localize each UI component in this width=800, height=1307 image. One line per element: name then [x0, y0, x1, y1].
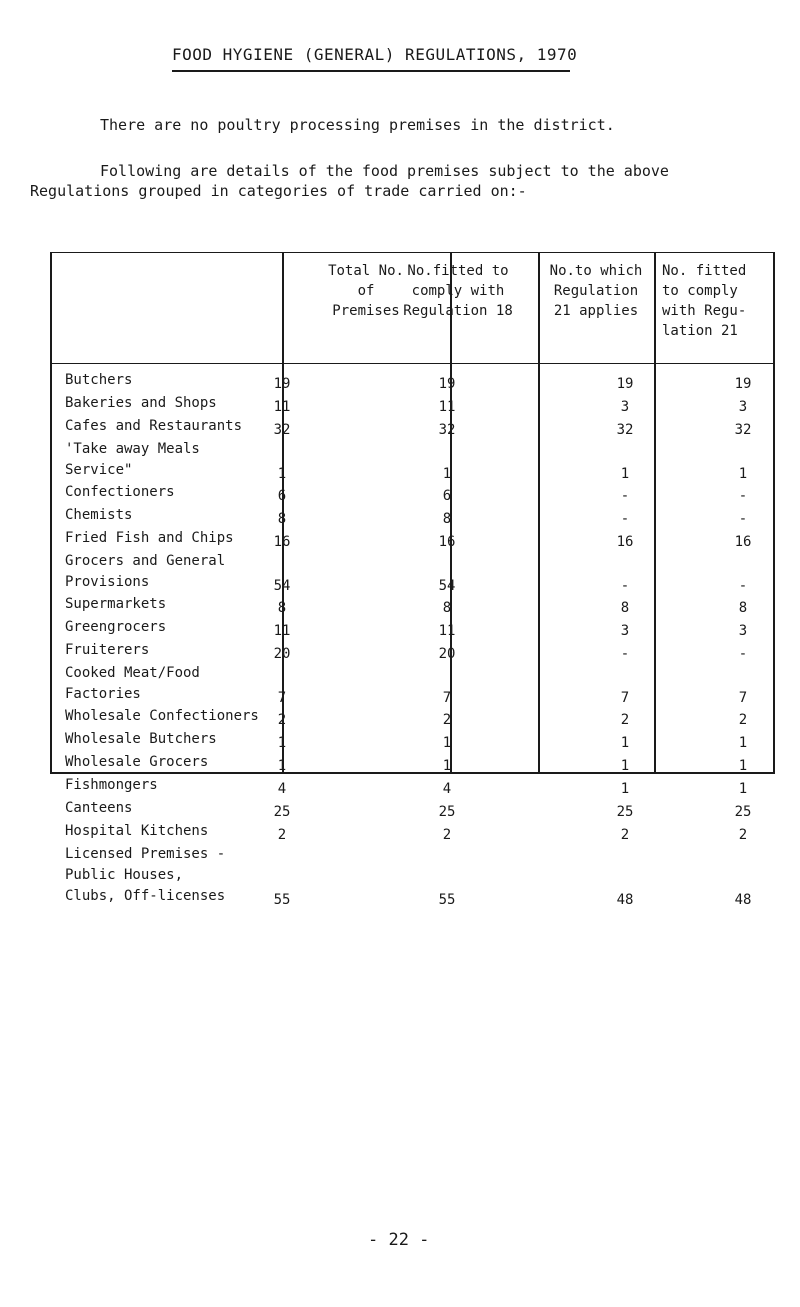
row-label: Grocers and General Provisions	[65, 553, 226, 590]
header-divider	[52, 363, 773, 364]
details-paragraph-line2: Regulations grouped in categories of trade carried on:-	[30, 182, 527, 200]
row-label: Hospital Kitchens	[65, 823, 209, 839]
row-value: 7	[620, 690, 630, 706]
row-value: 7	[738, 690, 748, 706]
row-value: 16	[616, 534, 634, 550]
row-value: 25	[438, 804, 456, 820]
row-label: Fruiterers	[65, 642, 150, 658]
row-value: 2	[620, 712, 630, 728]
intro-paragraph: There are no poultry processing premises in the district.	[100, 116, 615, 134]
row-label: Canteens	[65, 800, 133, 816]
row-value: 3	[738, 399, 748, 415]
row-value: -	[620, 488, 630, 504]
row-value: 1	[620, 735, 630, 751]
row-value: 48	[734, 892, 752, 908]
row-value: 4	[277, 781, 287, 797]
page-heading: FOOD HYGIENE (GENERAL) REGULATIONS, 1970	[172, 45, 578, 64]
row-value: 8	[277, 600, 287, 616]
row-label: Wholesale Butchers	[65, 731, 217, 747]
row-label: Cooked Meat/Food Factories	[65, 665, 200, 702]
row-value: 19	[273, 376, 291, 392]
row-value: 25	[616, 804, 634, 820]
row-value: -	[738, 488, 748, 504]
row-value: 55	[273, 892, 291, 908]
header-fitted-reg18: No.fitted to comply with Regulation 18	[403, 263, 513, 319]
row-value: -	[620, 578, 630, 594]
row-label: Butchers	[65, 372, 133, 388]
row-value: 1	[277, 466, 287, 482]
header-fitted-reg21: No. fitted to comply with Regu- lation 21	[662, 263, 747, 339]
row-label: Chemists	[65, 507, 133, 523]
row-value: 16	[273, 534, 291, 550]
row-label: Licensed Premises - Public Houses, Clubs, Off-licenses	[65, 846, 226, 904]
row-label: Bakeries and Shops	[65, 395, 217, 411]
row-value: 1	[442, 735, 452, 751]
row-value: 8	[442, 511, 452, 527]
row-value: 20	[438, 646, 456, 662]
row-value: 32	[616, 422, 634, 438]
header-reg21-applies: No.to which Regulation 21 applies	[549, 263, 643, 319]
header-total-premises: Total No. of Premises	[328, 263, 404, 319]
row-value: 1	[442, 758, 452, 774]
row-value: 1	[442, 466, 452, 482]
row-value: 1	[738, 758, 748, 774]
row-value: 3	[738, 623, 748, 639]
row-value: 32	[438, 422, 456, 438]
row-value: 2	[277, 827, 287, 843]
row-value: 8	[442, 600, 452, 616]
row-value: 4	[442, 781, 452, 797]
premises-table	[50, 252, 775, 908]
row-label: Fried Fish and Chips	[65, 530, 234, 546]
row-value: 25	[734, 804, 752, 820]
row-value: 2	[442, 827, 452, 843]
column-divider	[538, 253, 540, 772]
row-value: -	[738, 511, 748, 527]
row-value: -	[738, 646, 748, 662]
row-value: 11	[273, 399, 291, 415]
row-value: 2	[738, 827, 748, 843]
row-label: Confectioners	[65, 484, 175, 500]
row-value: 2	[442, 712, 452, 728]
row-value: 16	[438, 534, 456, 550]
row-value: 8	[738, 600, 748, 616]
row-value: 32	[273, 422, 291, 438]
row-value: 2	[620, 827, 630, 843]
row-value: 48	[616, 892, 634, 908]
page-number: - 22 -	[368, 1230, 430, 1250]
row-value: 1	[620, 466, 630, 482]
row-value: 54	[273, 578, 291, 594]
row-value: 1	[277, 735, 287, 751]
row-value: 54	[438, 578, 456, 594]
row-value: 1	[620, 758, 630, 774]
row-value: 20	[273, 646, 291, 662]
row-value: 2	[277, 712, 287, 728]
row-value: 2	[738, 712, 748, 728]
row-label: Fishmongers	[65, 777, 158, 793]
row-label: Supermarkets	[65, 596, 167, 612]
row-value: 6	[442, 488, 452, 504]
row-value: -	[620, 646, 630, 662]
row-value: 25	[273, 804, 291, 820]
row-value: -	[738, 578, 748, 594]
row-label: Cafes and Restaurants	[65, 418, 243, 434]
row-value: -	[620, 511, 630, 527]
row-value: 1	[738, 735, 748, 751]
row-value: 8	[620, 600, 630, 616]
row-value: 11	[273, 623, 291, 639]
row-label: Greengrocers	[65, 619, 167, 635]
row-value: 32	[734, 422, 752, 438]
row-value: 7	[277, 690, 287, 706]
row-value: 3	[620, 399, 630, 415]
row-value: 11	[438, 623, 456, 639]
row-value: 1	[738, 466, 748, 482]
row-value: 16	[734, 534, 752, 550]
row-value: 1	[277, 758, 287, 774]
row-value: 8	[277, 511, 287, 527]
row-value: 1	[738, 781, 748, 797]
row-value: 3	[620, 623, 630, 639]
row-label: Wholesale Grocers	[65, 754, 209, 770]
row-value: 55	[438, 892, 456, 908]
row-value: 11	[438, 399, 456, 415]
row-value: 1	[620, 781, 630, 797]
row-value: 19	[438, 376, 456, 392]
heading-underline	[172, 70, 570, 72]
row-label: Wholesale Confectioners	[65, 708, 259, 724]
row-value: 19	[616, 376, 634, 392]
row-value: 6	[277, 488, 287, 504]
row-label: 'Take away Meals Service"	[65, 441, 200, 478]
row-value: 7	[442, 690, 452, 706]
row-value: 19	[734, 376, 752, 392]
details-paragraph-line1: Following are details of the food premises subject to the above	[100, 162, 669, 180]
